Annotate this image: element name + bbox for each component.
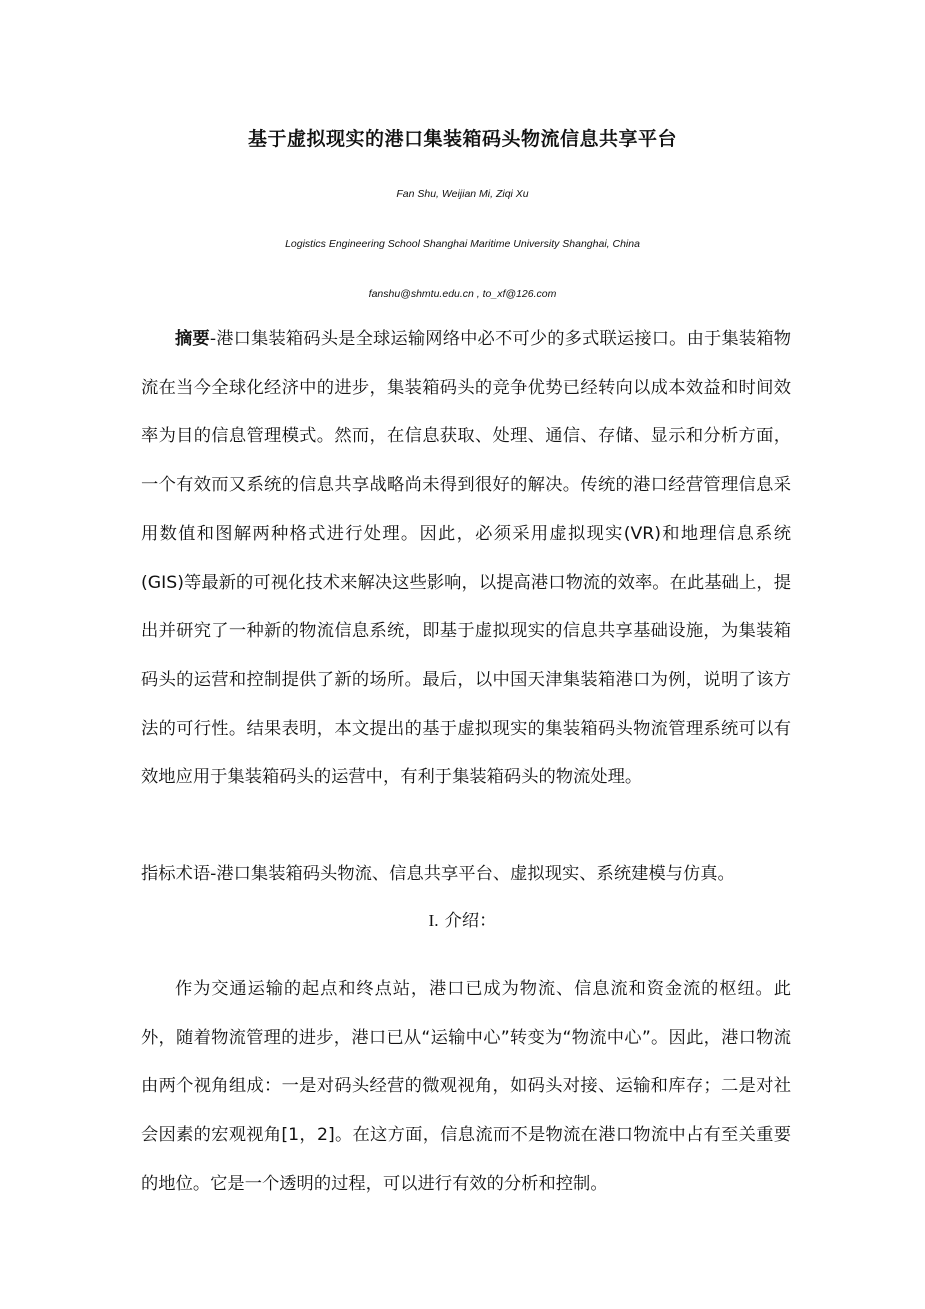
paper-authors: Fan Shu, Weijian Mi, Ziqi Xu [396, 188, 529, 200]
section-title: 介绍： [444, 911, 497, 931]
paper-affiliation: Logistics Engineering School Shanghai Maritime University Shanghai, China [285, 238, 640, 250]
introduction-paragraph [141, 965, 791, 1209]
introduction-text: 作为交通运输的起点和终点站，港口已成为物流、信息流和资金流的枢纽。此外，随着物流管理的进步，港口已从“运输中心”转变为“物流中心”。因此，港口物流由两个视角组成：一是对码头经营的微观视角，如码头对接、运输和库存；二是对社会因素的宏观视角[1，2]。在这方面，信息流而不是物流在港口物流中占有至关重要的地位。它是一个透明的过程，可以进行有效的分析和控制。 [141, 979, 791, 1194]
paper-email: fanshu@shmtu.edu.cn , to_xf@126.com [368, 288, 557, 300]
abstract-text: -港口集装箱码头是全球运输网络中必不可少的多式联运接口。由于集装箱物流在当今全球化经济中的进步，集装箱码头的竞争优势已经转向以成本效益和时间效率为目的信息管理模式。然而，在信息获取、处理、通信、存储、显示和分析方面，一个有效而又系统的信息共享战略尚未得到很好的解决。传统的港口经营管理信息采用数值和图解两种格式进行处理。因此，必须采用虚拟现实(VR)和地理信息系统(GIS)等最新的可视化技术来解决这些影响，以提高港口物流的效率。在此基础上，提出并研究了一种新的物流信息系统，即基于虚拟现实的信息共享基础设施，为集装箱码头的运营和控制提供了新的场所。最后，以中国天津集装箱港口为例，说明了该方法的可行性。结果表明，本文提出的基于虚拟现实的集装箱码头物流管理系统可以有效地应用于集装箱码头的运营中，有利于集装箱码头的物流处理。 [141, 329, 791, 788]
section-number: I. [428, 911, 439, 930]
abstract-label: 摘要 [175, 329, 210, 349]
section-heading-introduction [0, 906, 925, 931]
paper-title: 基于虚拟现实的港口集装箱码头物流信息共享平台 [247, 128, 677, 150]
abstract-paragraph [141, 315, 791, 802]
index-terms: 指标术语-港口集装箱码头物流、信息共享平台、虚拟现实、系统建模与仿真。 [141, 864, 735, 884]
